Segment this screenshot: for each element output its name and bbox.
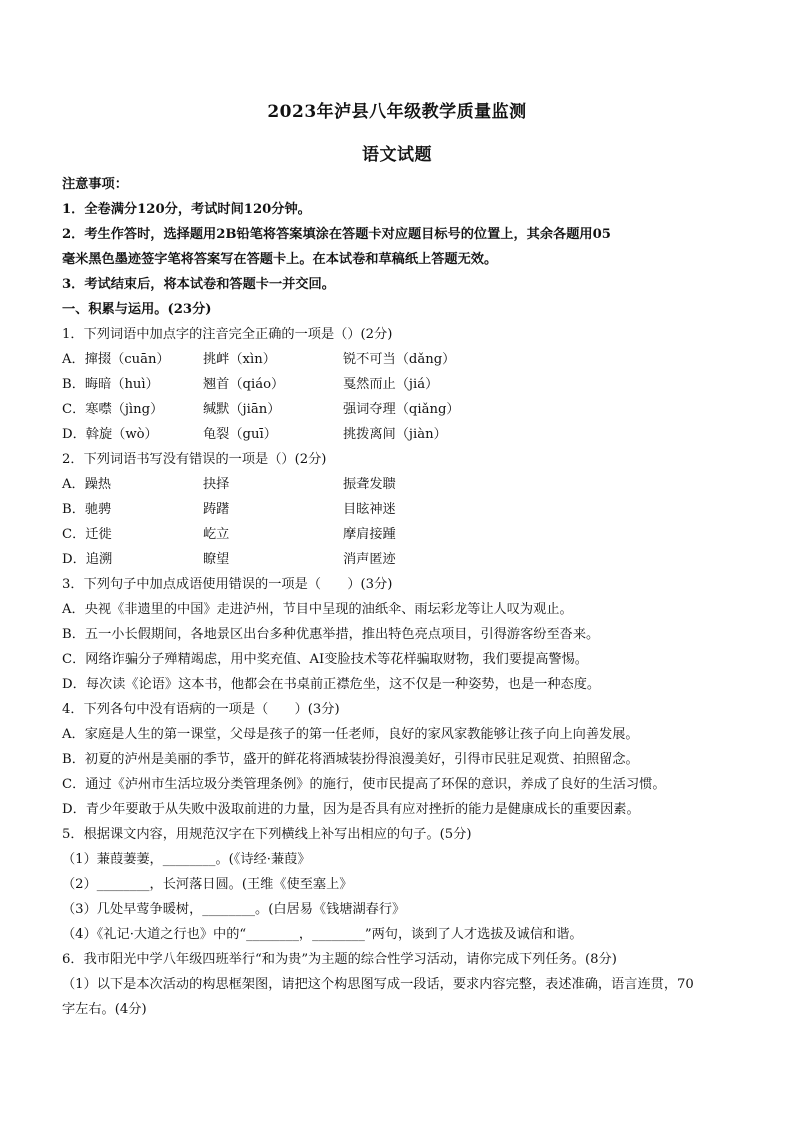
notice-heading: 注意事项：	[62, 177, 128, 192]
option-d: D．青少年要敢于从失败中汲取前进的力量，因为是否具有应对挫折的能力是健康成长的重要因素。	[62, 802, 640, 817]
option-b: B．初夏的泸州是美丽的季节，盛开的鲜花将酒城装扮得浪漫美好，引得市民驻足观赏、拍照留念。	[62, 752, 639, 767]
option-word: 瞭望	[203, 552, 230, 567]
option-row	[62, 347, 742, 372]
fill-blank-item: （3）几处早莺争暖树，________。(白居易《钱塘湖春行》	[62, 902, 406, 917]
option-a: A．家庭是人生的第一课堂，父母是孩子的第一任老师，良好的家风家教能够让孩子向上向善发展。	[62, 727, 639, 742]
question-stem: 1．下列词语中加点字的注音完全正确的一项是（）(2分)	[62, 327, 393, 342]
option-word: 翘首（qiáo）	[203, 377, 285, 392]
notice-item: 3．考试结束后，将本试卷和答题卡一并交回。	[62, 277, 335, 292]
option-row	[62, 547, 742, 572]
option-word: 屹立	[203, 527, 230, 542]
option-word: 缄默（jiān）	[203, 402, 281, 417]
sub-question-continued: 字左右。(4分)	[62, 1002, 147, 1017]
fill-blank-item: （4）《礼记·大道之行也》中的“________，________”两句，谈到了人才选拔及诚信和谐。	[62, 927, 583, 942]
option-b: B．晦暗（huì）	[62, 377, 159, 392]
option-word: 戛然而止（jiá）	[343, 377, 439, 392]
exam-subtitle: 语文试题	[362, 145, 432, 165]
option-row	[62, 497, 742, 522]
option-c: C．网络诈骗分子殚精竭虑，用中奖充值、AI变脸技术等花样骗取财物，我们要提高警惕。	[62, 652, 588, 667]
notice-item: 毫米黑色墨迹签字笔将答案写在答题卡上。在本试卷和草稿纸上答题无效。	[62, 252, 498, 267]
option-b: B．五一小长假期间，各地景区出台多种优惠举措，推出特色亮点项目，引得游客纷至沓来。	[62, 627, 600, 642]
option-c: C．寒噤（jìng）	[62, 402, 164, 417]
option-word: 抉择	[203, 477, 230, 492]
question-stem: 2．下列词语书写没有错误的一项是（）(2分)	[62, 452, 327, 467]
option-word: 挑衅（xìn）	[203, 352, 276, 367]
notice-item: 1．全卷满分120分，考试时间120分钟。	[62, 202, 311, 217]
option-d: D．追溯	[62, 552, 113, 567]
notice-item: 2．考生作答时，选择题用2B铅笔将答案填涂在答题卡对应题目标号的位置上，其余各题用05	[62, 227, 611, 242]
fill-blank-item: （1）蒹葭萋萋，________。(《诗经·蒹葭》	[62, 852, 311, 867]
option-a: A．躁热	[62, 477, 112, 492]
exam-content	[62, 172, 742, 1022]
question-stem: 6．我市阳光中学八年级四班举行“和为贵”为主题的综合性学习活动，请你完成下列任务。(8分)	[62, 952, 617, 967]
option-word: 龟裂（guī）	[203, 427, 277, 442]
option-c: C．通过《泸州市生活垃圾分类管理条例》的施行，使市民提高了环保的意识，养成了良好的生活习惯。	[62, 777, 666, 792]
option-word: 目眩神迷	[343, 502, 396, 517]
option-a: A．撺掇（cuān）	[62, 352, 170, 367]
option-d: D．每次读《论语》这本书，他都会在书桌前正襟危坐，这不仅是一种姿势，也是一种态度。	[62, 677, 601, 692]
question-stem: 3．下列句子中加点成语使用错误的一项是（ ）(3分)	[62, 577, 393, 592]
question-stem: 5．根据课文内容，用规范汉字在下列横线上补写出相应的句子。(5分)	[62, 827, 472, 842]
option-row	[62, 397, 742, 422]
option-row	[62, 522, 742, 547]
option-row	[62, 372, 742, 397]
option-word: 强词夺理（qiǎng）	[343, 402, 460, 417]
option-b: B．驰骋	[62, 502, 112, 517]
option-c: C．迁徙	[62, 527, 112, 542]
section-heading: 一、积累与运用。(23分)	[62, 302, 212, 317]
fill-blank-item: （2）________，长河落日圆。(王维《使至塞上》	[62, 877, 353, 892]
option-row	[62, 472, 742, 497]
option-d: D．斡旋（wò）	[62, 427, 158, 442]
option-word: 消声匿迹	[343, 552, 396, 567]
exam-title: 2023年泸县八年级教学质量监测	[267, 102, 527, 122]
option-a: A．央视《非遗里的中国》走进泸州，节目中呈现的油纸伞、雨坛彩龙等让人叹为观止。	[62, 602, 573, 617]
option-row	[62, 422, 742, 447]
option-word: 挑拨离间（jiàn）	[343, 427, 447, 442]
question-stem: 4．下列各句中没有语病的一项是（ ）(3分)	[62, 702, 340, 717]
option-word: 摩肩接踵	[343, 527, 396, 542]
option-word: 振聋发聩	[343, 477, 396, 492]
option-word: 踌躇	[203, 502, 230, 517]
option-word: 锐不可当（dǎng）	[343, 352, 456, 367]
sub-question: （1）以下是本次活动的构思框架图，请把这个构思图写成一段话，要求内容完整，表述准确，语言连贯，70	[62, 977, 694, 992]
